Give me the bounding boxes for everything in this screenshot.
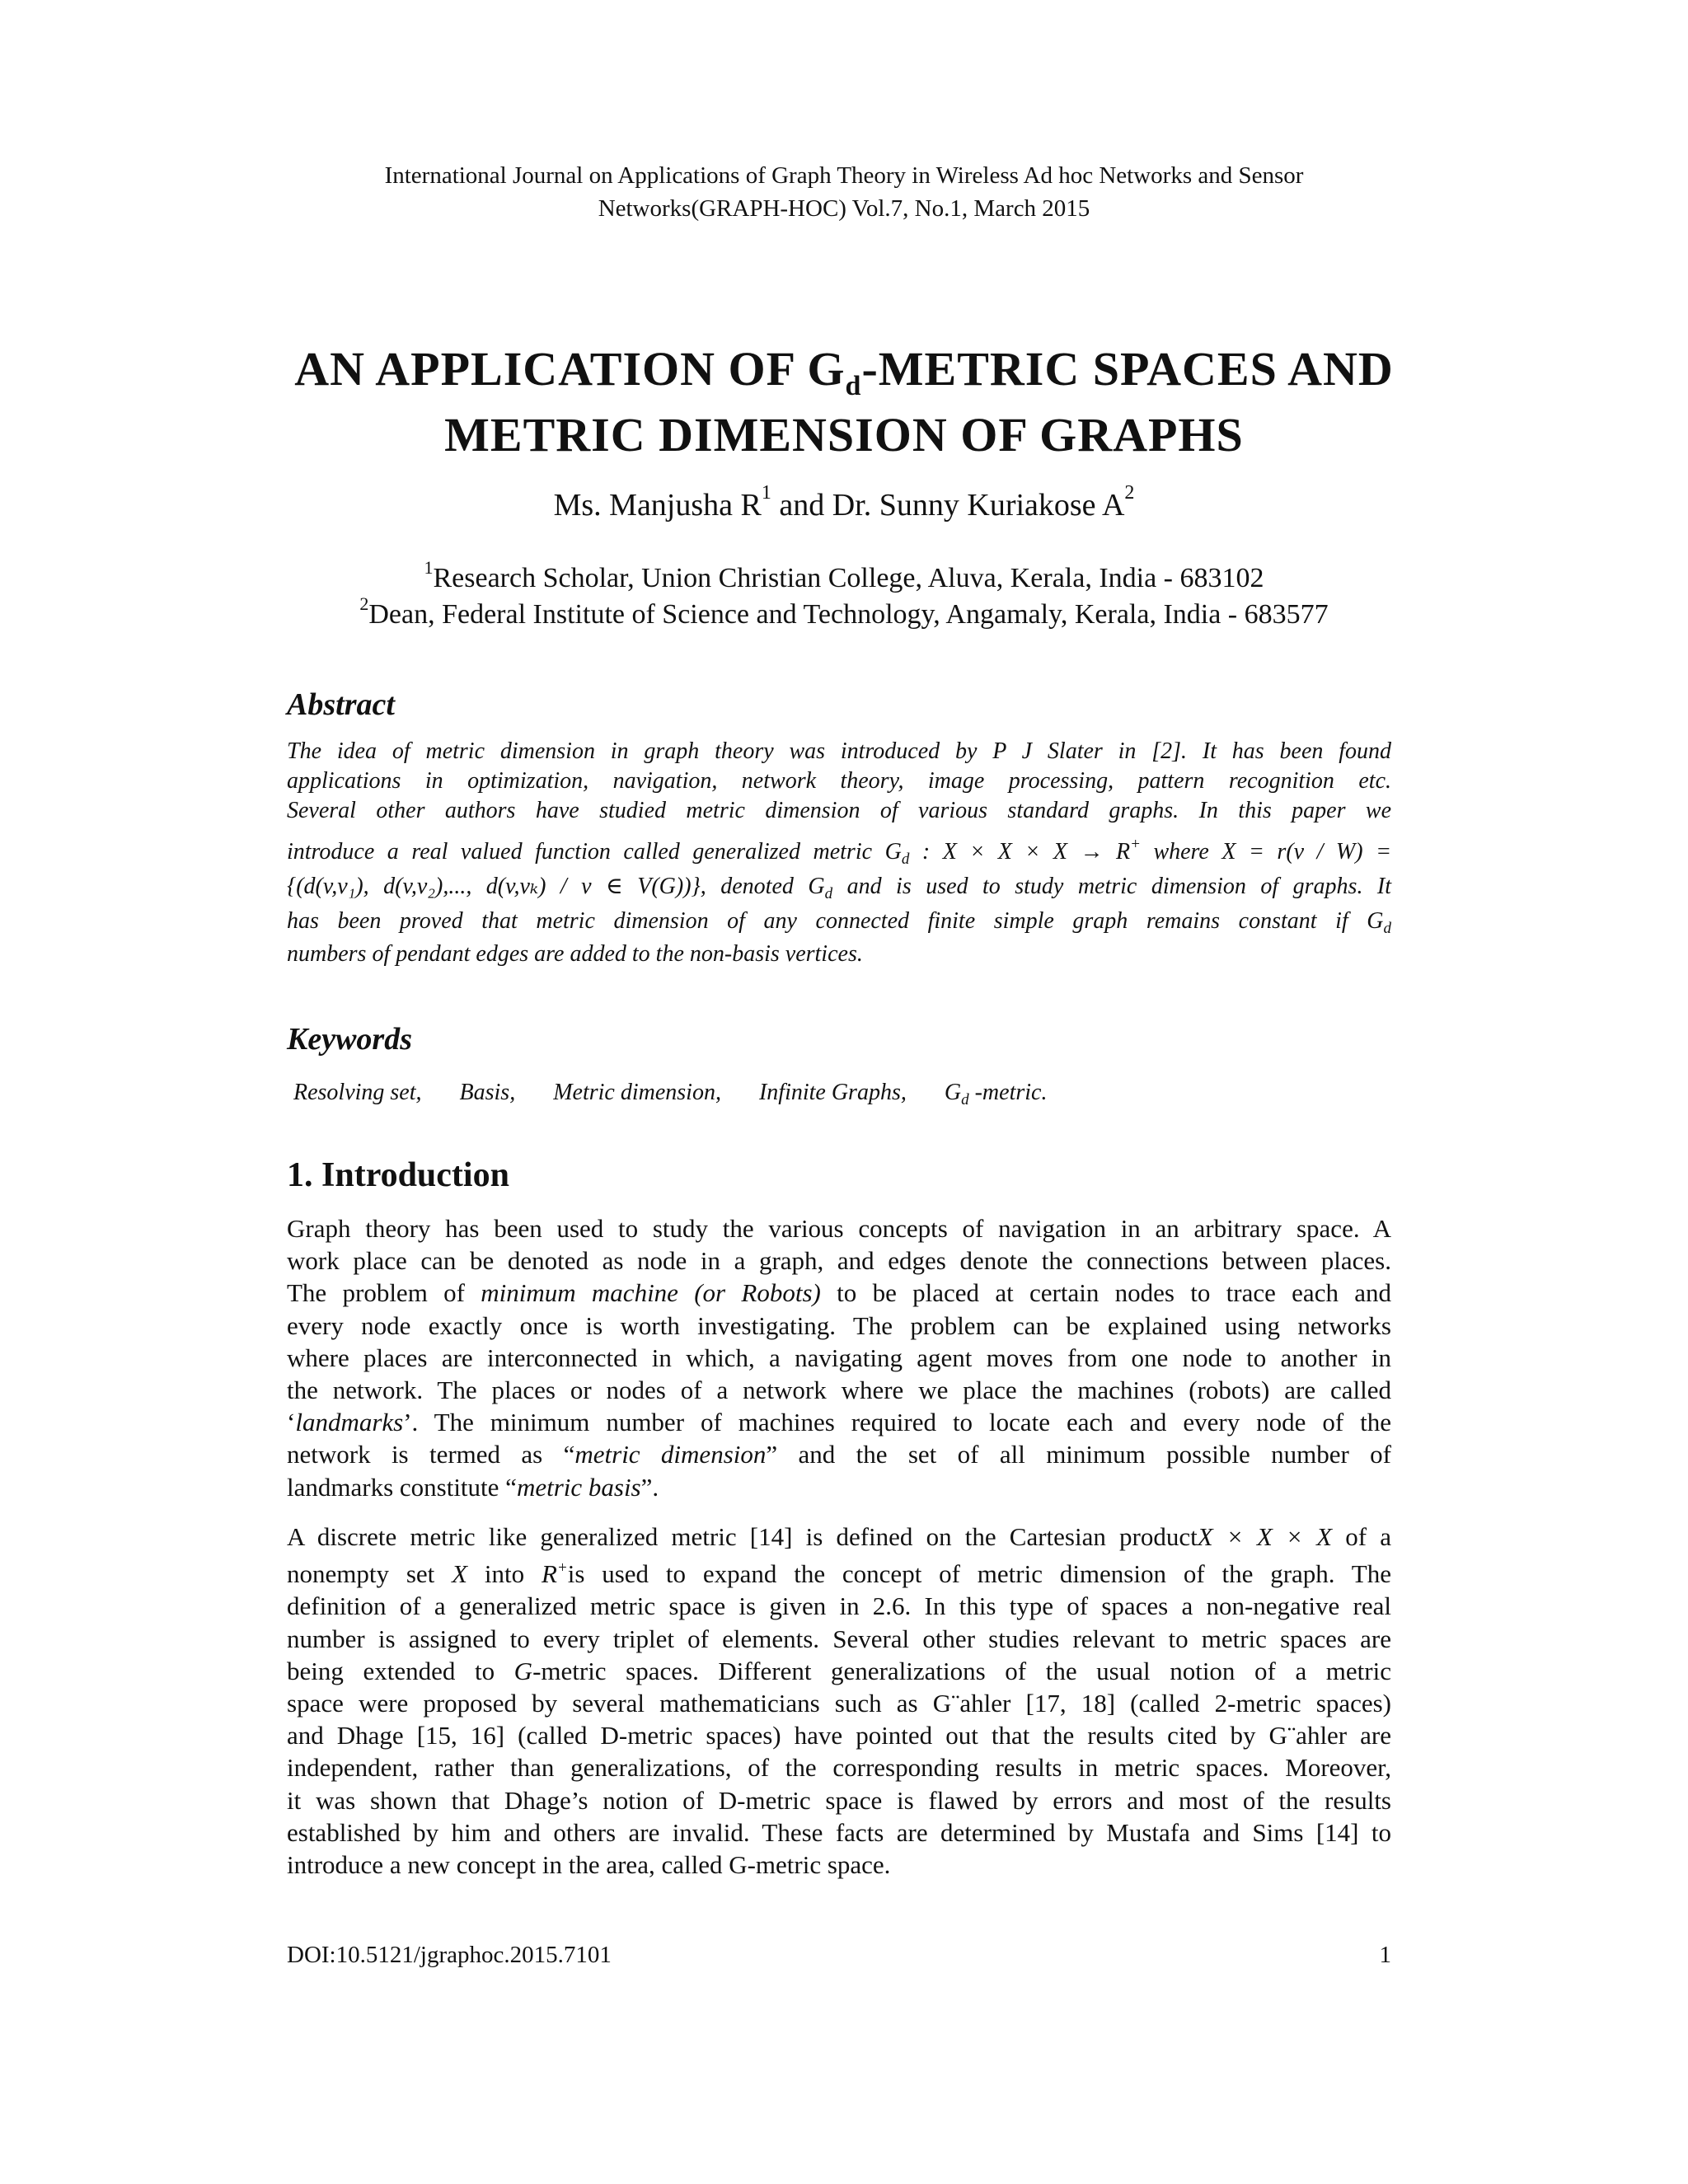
gd-symbol-2 [808, 874, 833, 902]
para1-line-3-a: The problem of [287, 1278, 481, 1308]
para2-line-1 [287, 1521, 1391, 1553]
r-sup: + [556, 1559, 568, 1577]
gd-symbol-3 [1367, 908, 1392, 937]
para1-line-8-italic: metric dimension [574, 1440, 767, 1469]
mapping-text: : X × X × X → R [921, 839, 1131, 865]
keywords-heading: Keywords [287, 1022, 412, 1057]
para2-line-6: space were proposed by several mathematicians such as G¨ahler [17, 18] (called 2-metric spaces) [287, 1689, 1391, 1718]
mapping-sup: + [1130, 836, 1141, 853]
para2-line-2-b: is used to expand the concept of metric dimension of the graph. The [567, 1559, 1391, 1589]
keyword-2: Basis, [459, 1080, 516, 1105]
para2-line-1-a: A discrete metric like generalized metric [14] is defined on the Cartesian product [287, 1522, 1198, 1551]
keyword-4: Infinite Graphs, [758, 1080, 907, 1105]
para1-line-8-a: network is termed as “ [287, 1440, 575, 1469]
para2-line-7: and Dhage [15, 16] (called D-metric spaces) have pointed out that the results cited by G¨ahler are [287, 1721, 1391, 1750]
affiliation-2-mark: 2 [359, 593, 369, 614]
abstract-line-2: applications in optimization, navigation, network theory, image processing, pattern recognition etc. [287, 768, 1391, 794]
gd-letter-3: G [1367, 908, 1384, 934]
abstract-heading: Abstract [287, 687, 395, 722]
affiliation-1-text: Research Scholar, Union Christian College, Aluva, Kerala, India - 683102 [433, 563, 1264, 593]
para1-line-3-italic: minimum machine (or Robots) [481, 1278, 821, 1308]
para1-line-6: the network. The places or nodes of a network where we place the machines (robots) are called [287, 1376, 1391, 1405]
title-subscript: d [845, 371, 862, 401]
introduction-paragraph-1 [287, 1212, 1391, 1503]
para2-line-11: introduce a new concept in the area, called G-metric space. [287, 1850, 891, 1880]
para1-line-7 [287, 1406, 1391, 1438]
title-line-1 [0, 336, 1688, 402]
para1-line-9-a: landmarks constitute “ [287, 1472, 517, 1502]
keyword-5 [944, 1080, 1048, 1108]
abstract-line-3: Several other authors have studied metric dimension of various standard graphs. In this paper we [287, 798, 1391, 823]
para2-line-5-a: being extended to [287, 1656, 514, 1685]
para1-line-9-b: ”. [640, 1472, 659, 1502]
para1-line-8-b: ” and the set of all minimum possible number of [766, 1440, 1391, 1469]
para2-line-2-into: into [467, 1559, 542, 1589]
where-text: where [1153, 839, 1209, 865]
para1-line-3 [287, 1277, 1391, 1309]
para2-line-1-math: X × X × X [1197, 1522, 1333, 1551]
para1-line-7-italic: landmarks [295, 1408, 404, 1437]
keyword-5-text: -metric. [968, 1080, 1048, 1105]
doi-footer: DOI:10.5121/jgraphoc.2015.7101 [287, 1942, 612, 1968]
gd-symbol [884, 839, 910, 868]
r-plus-symbol [542, 1559, 568, 1588]
keyword-1: Resolving set, [293, 1080, 422, 1105]
author-1: Ms. Manjusha R [553, 488, 762, 523]
affiliation-2-text: Dean, Federal Institute of Science and Technology, Angamaly, Kerala, India - 683577 [368, 599, 1329, 630]
para1-line-5: where places are interconnected in which, a navigating agent moves from one node to another in [287, 1343, 1391, 1372]
abstract-line-4 [287, 837, 1391, 867]
abstract-line-6 [287, 907, 1391, 936]
representation-formula: X = r(v / W) = [1221, 839, 1391, 865]
keyword-3: Metric dimension, [553, 1080, 721, 1105]
running-head-line-2: Networks(GRAPH-HOC) Vol.7, No.1, March 2015 [598, 195, 1090, 222]
affiliation-2 [0, 593, 1688, 633]
para1-line-2: work place can be denoted as node in a graph, and edges denote the connections between places. [287, 1246, 1391, 1276]
keywords-list [293, 1076, 1365, 1109]
abstract-body [287, 737, 1391, 969]
page-number: 1 [1379, 1942, 1391, 1968]
para2-line-2 [287, 1558, 1391, 1590]
authors [0, 482, 1688, 526]
author-2-affiliation-mark: 2 [1124, 482, 1135, 504]
para2-line-5 [287, 1655, 1391, 1687]
keyword-5-subscript: d [961, 1091, 969, 1108]
para2-line-2-a: nonempty set [287, 1559, 452, 1589]
para2-line-5-g: G [513, 1656, 533, 1685]
abstract-line-4-text: introduce a real valued function called generalized metric [287, 839, 873, 865]
para2-line-10: established by him and others are invalid. These facts are determined by Mustafa and Sims [14] to [287, 1817, 1391, 1847]
keyword-5-letter: G [944, 1080, 962, 1105]
para1-line-4: every node exactly once is worth investigating. The problem can be explained using networks [287, 1310, 1391, 1340]
para1-line-8 [287, 1438, 1391, 1470]
gd-subscript-2: d [824, 885, 833, 902]
gd-subscript: d [901, 851, 910, 868]
gd-subscript-3: d [1383, 920, 1392, 937]
title-line-1-a: AN APPLICATION OF G [294, 342, 846, 396]
abstract-line-5-text: and is used to study metric dimension of graphs. It [846, 874, 1392, 899]
para1-line-3-b: to be placed at certain nodes to trace each and [820, 1278, 1392, 1308]
para1-line-9 [287, 1471, 1391, 1503]
title-line-2: METRIC DIMENSION OF GRAPHS [444, 408, 1244, 462]
paper-title [0, 336, 1688, 468]
para2-line-8: independent, rather than generalizations, of the corresponding results in metric spaces. Moreover, [287, 1753, 1391, 1783]
para2-line-1-b: of a [1332, 1522, 1392, 1551]
affiliations [0, 557, 1688, 633]
author-1-affiliation-mark: 1 [761, 482, 771, 504]
r-letter: R [541, 1559, 557, 1589]
title-line-1-b: -METRIC SPACES AND [861, 342, 1394, 396]
mapping-formula [921, 836, 1141, 865]
running-head-line-1: International Journal on Applications of Graph Theory in Wireless Ad hoc Networks and Sensor [384, 162, 1304, 189]
abstract-line-7: numbers of pendant edges are added to the non-basis vertices. [287, 941, 863, 967]
para2-line-3: definition of a generalized metric space is given in 2.6. In this type of spaces a non-negative real [287, 1591, 1391, 1621]
denoted-text: denoted [720, 874, 794, 899]
running-head [0, 159, 1688, 225]
para2-line-9: it was shown that Dhage’s notion of D-metric space is flawed by errors and most of the results [287, 1785, 1391, 1815]
para2-line-2-x: X [452, 1559, 468, 1589]
para1-line-7-b: ’. The minimum number of machines required to locate each and every node of the [403, 1408, 1391, 1437]
abstract-line-6-text: has been proved that metric dimension of any connected finite simple graph remains constant if [287, 908, 1348, 934]
affiliation-1 [0, 557, 1688, 597]
abstract-line-1: The idea of metric dimension in graph theory was introduced by P J Slater in [2]. It has been found [287, 738, 1391, 764]
vector-set-formula: {(d(v,v₁), d(v,v₂),..., d(v,vₖ) / v ∈ V(G))}, [287, 874, 706, 899]
para1-line-7-quote: ‘ [287, 1408, 296, 1437]
abstract-line-5 [287, 872, 1391, 902]
para2-line-4: number is assigned to every triplet of elements. Several other studies relevant to metric spaces are [287, 1624, 1391, 1653]
para1-line-1: Graph theory has been used to study the various concepts of navigation in an arbitrary space. A [287, 1214, 1391, 1243]
introduction-paragraph-2 [287, 1521, 1391, 1881]
gd-letter: G [884, 839, 902, 865]
author-2: and Dr. Sunny Kuriakose A [771, 488, 1125, 523]
section-heading-introduction: 1. Introduction [287, 1156, 509, 1194]
gd-letter-2: G [808, 874, 825, 899]
para1-line-9-italic: metric basis [516, 1472, 641, 1502]
affiliation-1-mark: 1 [424, 557, 434, 578]
para2-line-5-b: -metric spaces. Different generalizations of the usual notion of a metric [532, 1656, 1391, 1685]
